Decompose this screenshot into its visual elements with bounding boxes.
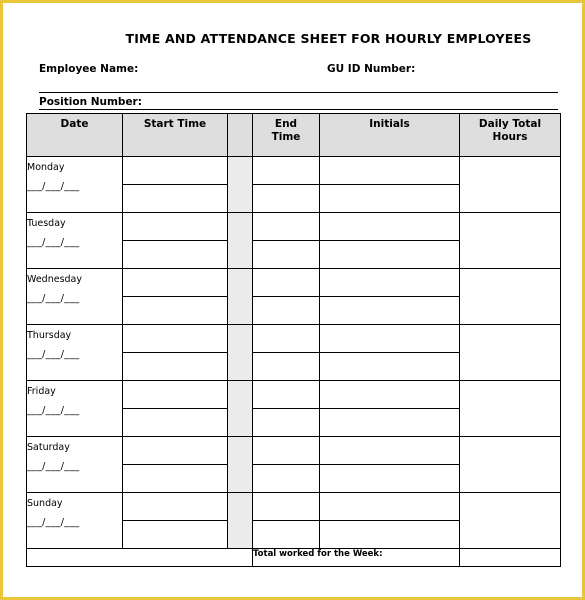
daily-total-cell[interactable] (460, 493, 561, 549)
date-placeholder[interactable]: ___/___/___ (27, 181, 80, 192)
day-name: Wednesday (27, 274, 83, 285)
day-cell-monday (27, 157, 123, 213)
end-time-cell[interactable] (253, 521, 320, 549)
date-placeholder[interactable]: ___/___/___ (27, 405, 80, 416)
day-cell-friday (27, 381, 123, 437)
end-time-cell[interactable] (253, 465, 320, 493)
initials-cell[interactable] (320, 297, 460, 325)
daily-total-cell[interactable] (460, 269, 561, 325)
daily-total-column-header: Daily Total Hours (460, 114, 561, 157)
daily-total-cell[interactable] (460, 325, 561, 381)
daily-total-cell[interactable] (460, 157, 561, 213)
start-time-cell[interactable] (123, 521, 228, 549)
spacer-cell (228, 381, 253, 437)
end-time-cell[interactable] (253, 297, 320, 325)
start-time-cell[interactable] (123, 297, 228, 325)
end-time-cell[interactable] (253, 269, 320, 297)
start-time-cell[interactable] (123, 381, 228, 409)
day-name: Sunday (27, 498, 63, 509)
start-time-cell[interactable] (123, 185, 228, 213)
initials-cell[interactable] (320, 157, 460, 185)
day-name: Saturday (27, 442, 70, 453)
date-column-header: Date (27, 114, 123, 157)
day-name: Thursday (27, 330, 72, 341)
end-time-cell[interactable] (253, 325, 320, 353)
end-time-cell[interactable] (253, 185, 320, 213)
date-placeholder[interactable]: ___/___/___ (27, 517, 80, 528)
gu-id-label: GU ID Number: (327, 63, 416, 75)
initials-cell[interactable] (320, 465, 460, 493)
employee-name-label: Employee Name: (39, 63, 139, 75)
date-placeholder[interactable]: ___/___/___ (27, 461, 80, 472)
end-time-cell[interactable] (253, 437, 320, 465)
initials-cell[interactable] (320, 353, 460, 381)
start-time-cell[interactable] (123, 409, 228, 437)
start-time-cell[interactable] (123, 269, 228, 297)
timesheet-page (3, 3, 582, 597)
spacer-cell (228, 437, 253, 493)
spacer-column-header (228, 114, 253, 157)
initials-column-header: Initials (320, 114, 460, 157)
end-time-cell[interactable] (253, 213, 320, 241)
date-placeholder[interactable]: ___/___/___ (27, 237, 80, 248)
day-name: Monday (27, 162, 65, 173)
initials-cell[interactable] (320, 185, 460, 213)
day-cell-tuesday (27, 213, 123, 269)
start-time-cell[interactable] (123, 465, 228, 493)
daily-total-cell[interactable] (460, 381, 561, 437)
start-time-column-header: Start Time (123, 114, 228, 157)
day-cell-saturday (27, 437, 123, 493)
initials-cell[interactable] (320, 409, 460, 437)
spacer-cell (228, 269, 253, 325)
initials-cell[interactable] (320, 325, 460, 353)
day-name: Tuesday (27, 218, 66, 229)
total-row-blank-cell (27, 549, 253, 567)
day-cell-wednesday (27, 269, 123, 325)
start-time-cell[interactable] (123, 325, 228, 353)
initials-cell[interactable] (320, 241, 460, 269)
date-placeholder[interactable]: ___/___/___ (27, 293, 80, 304)
start-time-cell[interactable] (123, 241, 228, 269)
end-time-cell[interactable] (253, 493, 320, 521)
employee-info-line (39, 92, 558, 93)
initials-cell[interactable] (320, 437, 460, 465)
initials-cell[interactable] (320, 521, 460, 549)
end-time-cell[interactable] (253, 409, 320, 437)
day-cell-sunday (27, 493, 123, 549)
start-time-cell[interactable] (123, 353, 228, 381)
initials-cell[interactable] (320, 381, 460, 409)
day-cell-thursday (27, 325, 123, 381)
start-time-cell[interactable] (123, 213, 228, 241)
spacer-cell (228, 213, 253, 269)
sheet-title: TIME AND ATTENDANCE SHEET FOR HOURLY EMPLOYEES (125, 31, 532, 46)
spacer-cell (228, 493, 253, 549)
start-time-cell[interactable] (123, 157, 228, 185)
weekly-total-label: Total worked for the Week: (253, 549, 460, 567)
initials-cell[interactable] (320, 493, 460, 521)
spacer-cell (228, 157, 253, 213)
end-time-cell[interactable] (253, 353, 320, 381)
day-name: Friday (27, 386, 56, 397)
weekly-total-cell[interactable] (460, 549, 561, 567)
start-time-cell[interactable] (123, 437, 228, 465)
initials-cell[interactable] (320, 269, 460, 297)
daily-total-cell[interactable] (460, 213, 561, 269)
spacer-cell (228, 325, 253, 381)
end-time-cell[interactable] (253, 157, 320, 185)
end-time-cell[interactable] (253, 241, 320, 269)
start-time-cell[interactable] (123, 493, 228, 521)
date-placeholder[interactable]: ___/___/___ (27, 349, 80, 360)
position-info-line (39, 109, 558, 110)
daily-total-cell[interactable] (460, 437, 561, 493)
position-number-label: Position Number: (39, 96, 142, 108)
end-time-cell[interactable] (253, 381, 320, 409)
attendance-table (26, 113, 561, 567)
end-time-column-header: End Time (253, 114, 320, 157)
initials-cell[interactable] (320, 213, 460, 241)
